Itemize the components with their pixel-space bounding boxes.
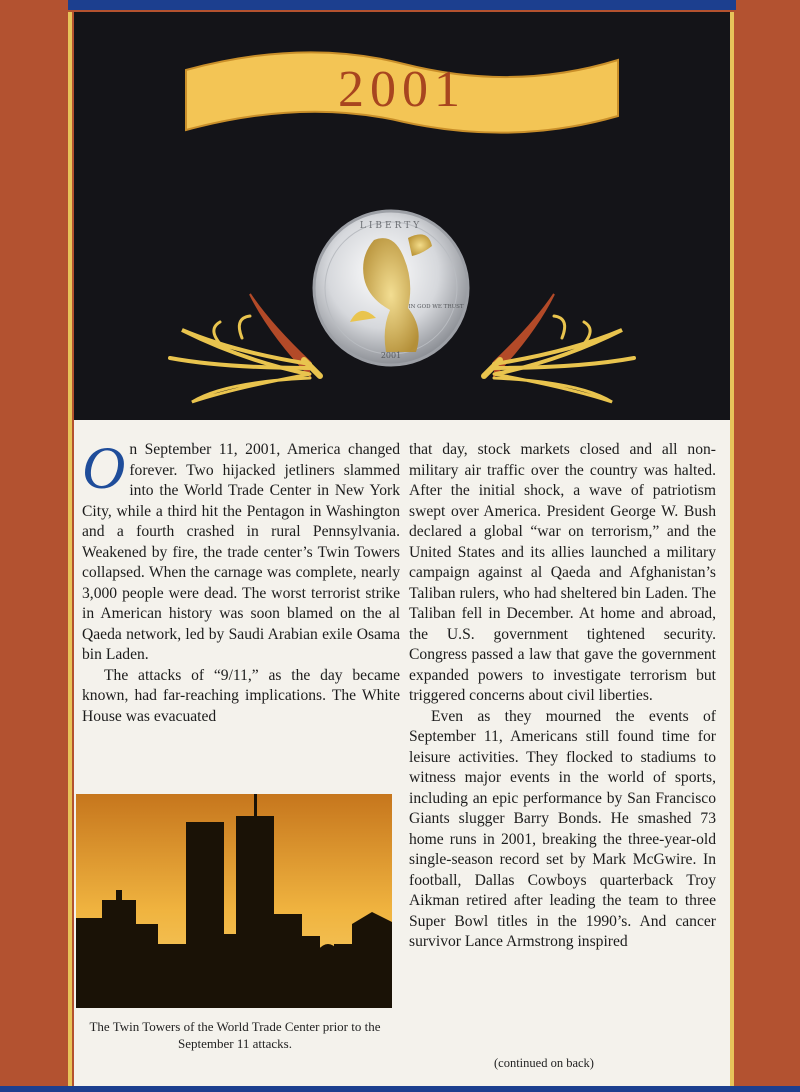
continued-note: (continued on back)	[494, 1056, 594, 1070]
left-flourish	[170, 294, 320, 402]
bottom-edge	[0, 1086, 800, 1092]
left-gold-rule	[68, 12, 72, 1086]
coin-legend: LIBERTY	[359, 221, 423, 231]
right-border	[736, 0, 800, 1092]
twin-towers-photo	[76, 794, 392, 1008]
right-flourish	[484, 294, 634, 402]
coin-date: 2001	[380, 351, 402, 360]
paragraph: that day, stock markets closed and all non-military air traffic over the country was halted. After the initial shock, a wave of patriotism swept over America. President George W. Bush declared a global “war on terrorism,” and the United States and its allies launched a military campaign against al Qaeda and Afghanistan’s Taliban rulers, who had sheltered bin Laden. The Taliban fell in December. At home and abroad, the U.S. government tightened security. Congress passed a law that gave the government expanded powers to investigate terrorism but triggered concerns about civil liberties.	[409, 441, 716, 704]
article-area	[74, 420, 730, 1086]
paragraph: The attacks of “9/11,” as the day became known, had far-reaching implications. The White House was evacuated	[82, 666, 400, 725]
drop-cap: O	[82, 440, 126, 501]
silver-eagle-coin	[312, 198, 470, 378]
coin-motto: IN GOD WE TRUST	[408, 304, 464, 310]
article-column-right	[409, 440, 716, 953]
paragraph: Even as they mourned the events of September 11, Americans still found time for leisure activities. They flocked to stadiums to witness major events in the world of sports, including an epic performance by San Francisco Giants slugger Barry Bonds. He smashed 73 home runs in 2001, breaking the three-year-old single-season record set by Mark McGwire. In football, Dallas Cowboys quarterback Troy Aikman retired after leading the team to three Super Bowl titles in the 1990’s. And cancer survivor Lance Armstrong inspired	[409, 707, 716, 950]
right-gold-rule	[730, 12, 734, 1086]
photo-caption: The Twin Towers of the World Trade Center prior to the September 11 attacks.	[89, 1019, 381, 1051]
header-panel	[74, 12, 730, 420]
top-edge	[0, 0, 800, 10]
left-border	[0, 0, 68, 1092]
paragraph: n September 11, 2001, America changed forever. Two hijacked jetliners slammed into the World Trade Center in New York City, while a third hit the Pentagon in Washington and a fourth crashed in rural Pennsylvania. Weakened by fire, the trade center’s Twin Towers collapsed. When the carnage was complete, nearly 3,000 people were dead. The worst terrorist strike in American history was soon blamed on the al Qaeda network, led by Saudi Arabian exile Osama bin Laden.	[82, 441, 400, 663]
page-panel	[74, 12, 730, 1086]
year-title: 2001	[338, 61, 466, 118]
article-column-left	[82, 440, 400, 785]
